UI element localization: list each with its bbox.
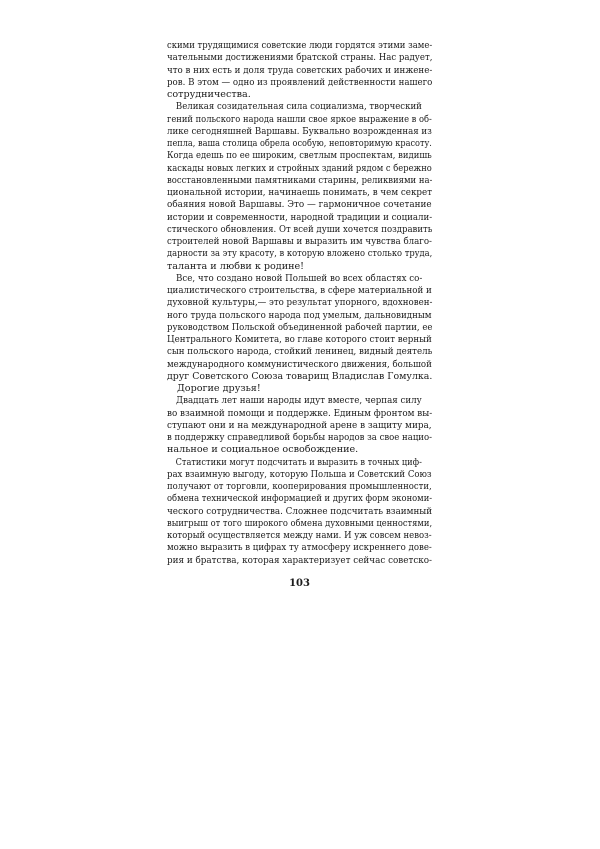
paragraph [167, 40, 432, 101]
text-line: ного труда польского народа под умелым, дальновидным [167, 309, 432, 321]
text-line: международного коммунистического движения, большой [167, 358, 432, 370]
text-line: стического обновления. От всей души хочется поздравить [167, 223, 433, 235]
text-line: рах взаимную выгоду, которую Польша и Советский Союз [167, 468, 432, 480]
text-line: обаяния новой Варшавы. Это — гармоничное сочетание [167, 199, 432, 211]
text-line: лике сегодняшней Варшавы. Буквально возрожденная из [167, 125, 432, 137]
document-page [167, 40, 433, 589]
text-line: Двадцать лет наши народы идут вместе, черпая силу [176, 395, 422, 407]
paragraph [167, 273, 432, 383]
text-line: друг Советского Союза товарищ Владислав Гомулка. [167, 370, 433, 382]
text-line: Великая созидательная сила социализма, творческий [175, 101, 422, 113]
text-line: чательными достижениями братской страны. Нас радует, [167, 52, 433, 64]
body-text [167, 40, 432, 567]
text-line: духовной культуры,— это результат упорного, вдохновен- [167, 297, 433, 309]
text-line: который осуществляется между нами. И уж совсем невоз- [167, 530, 432, 541]
page-number: 103 [289, 578, 310, 589]
text-line: пепла, ваша столица обрела особую, неповторимую красоту. [167, 138, 432, 149]
text-line: Дорогие друзья! [177, 383, 261, 394]
text-line: сотрудничества. [167, 89, 251, 100]
text-line: получают от торговли, кооперирования промышленности, [167, 481, 432, 492]
paragraph [167, 395, 432, 456]
text-line: ступают они и на международной арене в защиту мира, [167, 419, 432, 431]
text-line: Когда едешь по ее широким, светлым проспектам, видишь [167, 150, 432, 162]
text-line: можно выразить в цифрах ту атмосферу искреннего дове- [167, 542, 432, 554]
text-line: ческого сотрудничества. Сложнее подсчитать взаимный [167, 505, 433, 517]
text-line: дарности за эту красоту, в которую вложено столько труда, [167, 248, 433, 260]
paragraph [167, 101, 432, 273]
text-line: таланта и любви к родине! [167, 260, 305, 272]
text-line: что в них есть и доля труда советских рабочих и инжене- [167, 64, 433, 76]
text-line: руководством Польской объединенной рабочей партии, ее [167, 321, 433, 333]
text-line: рия и братства, которая характеризует сейчас советско- [167, 554, 433, 566]
text-line: гений польского народа нашли свое яркое выражение в об- [167, 113, 432, 125]
paragraph [167, 457, 432, 567]
text-line: строителей новой Варшавы и выразить им чувства благо- [167, 236, 432, 247]
text-line: истории и современности, народной традиции и социали- [167, 211, 433, 223]
text-line: скими трудящимися советские люди гордятся этими заме- [167, 40, 433, 51]
text-line: в поддержку справедливой борьбы народов за свое нацио- [167, 432, 433, 443]
text-line: обмена технической информацией и других форм экономи- [167, 493, 433, 505]
text-line: Статистики могут подсчитать и выразить в точных циф- [175, 456, 422, 468]
text-line: во взаимной помощи и поддержке. Единым фронтом вы- [167, 407, 433, 419]
text-line: Все, что создано новой Польшей во всех областях со- [176, 272, 423, 284]
text-line: Центрального Комитета, во главе которого стоит верный [167, 334, 432, 345]
text-line: сын польского народа, стойкий ленинец, видный деятель [167, 346, 433, 358]
text-line: выигрыш от того широкого обмена духовными ценностями, [167, 517, 433, 529]
text-line: нальное и социальное освобождение. [167, 444, 359, 456]
text-line: каскады новых легких и стройных зданий рядом с бережно [167, 162, 432, 174]
text-line: циалистического строительства, в сфере материальной и [167, 285, 432, 296]
text-line: восстановленными памятниками старины, реликвиями на- [167, 174, 433, 186]
paragraph [167, 383, 432, 395]
text-line: циональной истории, начинаешь понимать, в чем секрет [167, 187, 433, 198]
text-line: ров. В этом — одно из проявлений действенности нашего [167, 76, 433, 88]
